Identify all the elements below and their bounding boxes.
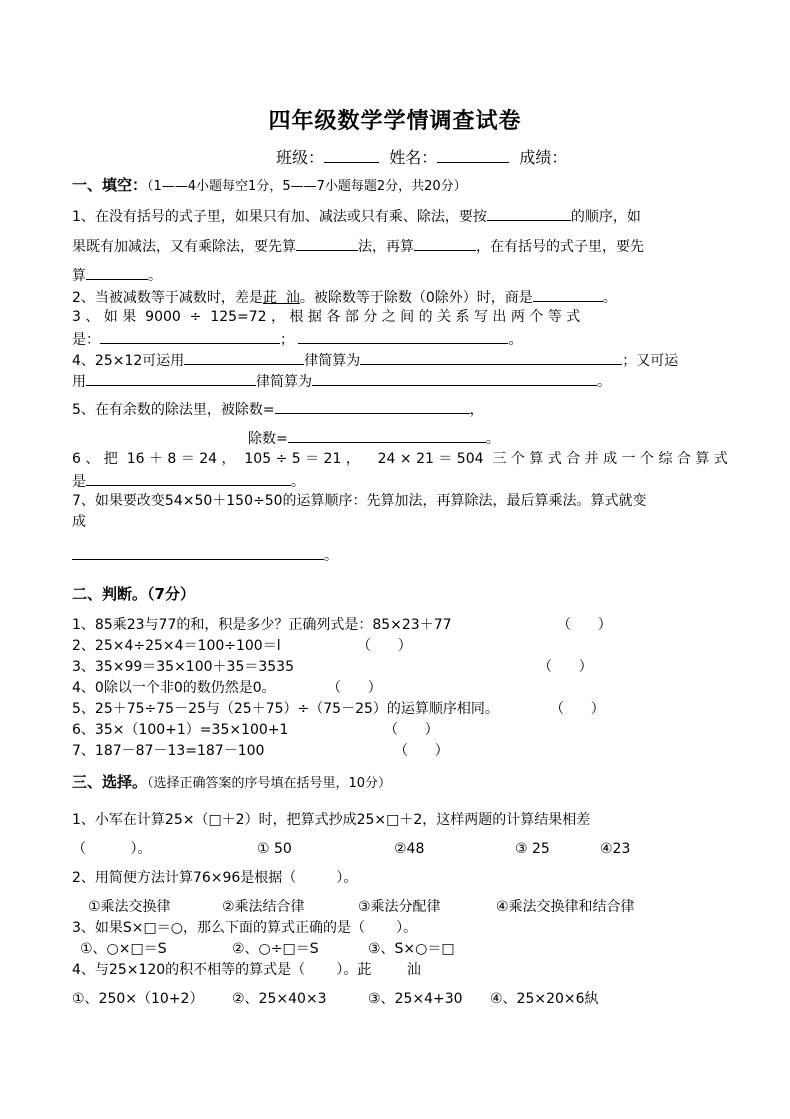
q1-text-g: 。 (148, 268, 162, 284)
q3-blank-2 (298, 328, 508, 344)
option-4: ④23 (600, 841, 631, 857)
choice-q1: 1、小军在计算25×（□＋2）时，把算式抄成25×□＋2，这样两题的计算结果相差 (72, 812, 591, 828)
q4-text-d: 用 (72, 374, 86, 390)
answer-paren: （ ） (327, 680, 382, 696)
section-3-header (72, 772, 391, 794)
q1-text-f: 算 (72, 268, 86, 284)
option-1: ① 50 (257, 841, 292, 857)
judge-item-6 (72, 720, 439, 740)
q7-line-1: 7、如果要改变54×50＋150÷50的运算顺序：先算加法，再算除法，最后算乘法。算式就变 (72, 493, 647, 509)
q5-line-1 (72, 398, 484, 420)
q4-blank-2 (360, 349, 622, 365)
page-title: 四年级数学学情调查试卷 (268, 109, 522, 134)
name-blank (437, 147, 509, 163)
judge-item-3 (72, 657, 593, 677)
answer-paren: （ ） (357, 638, 412, 654)
judge-item-text: 2、25×4÷25×4＝100÷100＝l (72, 638, 281, 654)
q5-blank-2 (288, 427, 486, 443)
option-4: ④乘法交换律和结合律 (496, 899, 635, 915)
choice-q4: 4、与25×120的积不相等的算式是（ ）。茈 汕 (72, 962, 421, 978)
q3-text-end: 。 (508, 332, 523, 348)
q6-text-b: 是 (72, 474, 86, 490)
section-1-heading: 一、填空： (72, 176, 148, 194)
section-3-note: （选择正确答案的序号填在括号里，10分） (147, 776, 392, 791)
choice-q1-options (72, 839, 631, 859)
option-3: ③、S×○＝□ (368, 941, 455, 957)
q7-line-2: 成 (72, 514, 86, 530)
option-2: ②48 (394, 841, 425, 857)
judge-item-4 (72, 678, 382, 698)
q1-text-b: 的顺序，如 (570, 209, 641, 225)
judge-item-2 (72, 636, 412, 656)
option-2: ②乘法结合律 (222, 899, 305, 915)
section-2-header (72, 584, 195, 605)
q4-text-b: 律简算为 (304, 353, 361, 369)
q2-blank (533, 286, 603, 302)
q1-text-e: ，在有括号的式子里，要先 (476, 239, 644, 255)
q5-text-d: 。 (485, 431, 500, 447)
q5-text-c: 除数= (248, 431, 288, 447)
q4-text-a: 4、25×12可运用 (72, 353, 185, 369)
judge-item-1 (72, 615, 612, 635)
q3-blank-1 (100, 328, 280, 344)
q2-line (72, 286, 617, 308)
judge-item-text: 1、85乘23与77的和，积是多少？正确列式是：85×23＋77 (72, 617, 452, 633)
q2-text-a: 2、当被减数等于减数时，差是 (72, 290, 263, 306)
option-3: ③、25×4+30 (368, 991, 463, 1007)
q7-line-3 (72, 544, 338, 566)
q3-line-1: 3 、 如 果 9000 ÷ 125=72 ， 根 据 各 部 分 之 间 的 关 系 写 出 两 个 等 式 (72, 309, 581, 325)
q7-text-c: 。 (324, 548, 338, 564)
judge-item-text: 3、35×99＝35×100＋35＝3535 (72, 659, 294, 675)
q3-separator: ； (280, 332, 294, 348)
student-info-line (276, 145, 567, 168)
q4-text-f: 。 (597, 374, 611, 390)
q1-blank-2 (296, 235, 358, 251)
option-2: ②、25×40×3 (232, 991, 327, 1007)
q3-text-b: 是： (72, 332, 100, 348)
answer-paren: （ ） (394, 743, 449, 759)
q1-text-c: 果既有加减法，又有乘除法，要先算 (72, 239, 296, 255)
q3-line-2 (72, 328, 522, 350)
judge-item-5 (72, 699, 605, 719)
judge-item-text: 5、25＋75÷75－25与（25＋75）÷（75－25）的运算顺序相同。 (72, 701, 499, 717)
option-1: ①、○×□＝S (80, 941, 167, 957)
answer-paren: （ ） (384, 722, 439, 738)
q6-line-2 (72, 470, 305, 492)
q1-line-1 (72, 205, 641, 227)
answer-paren: （ ） (557, 617, 612, 633)
judge-item-7 (72, 741, 449, 761)
q7-blank (72, 544, 324, 560)
judge-item-text: 4、0除以一个非0的数仍然是0。 (72, 680, 276, 696)
name-label: 姓名： (389, 148, 438, 167)
option-3: ③ 25 (515, 841, 550, 857)
q6-blank (86, 470, 291, 486)
q1-line-2 (72, 235, 644, 257)
q1-blank-1 (487, 205, 571, 221)
q5-line-2 (248, 427, 500, 449)
section-1-header (72, 175, 467, 197)
q5-blank-1 (275, 398, 470, 414)
judge-item-text: 6、35×（100+1）=35×100+1 (72, 722, 289, 738)
q1-blank-3 (414, 235, 476, 251)
judge-item-text: 7、187－87－13=187－100 (72, 743, 265, 759)
q2-text-c: 。 (602, 290, 617, 306)
q4-blank-1 (184, 349, 304, 365)
q4-text-e: 律简算为 (256, 374, 312, 390)
option-2: ②、○÷□＝S (232, 941, 319, 957)
class-blank (324, 147, 379, 163)
answer-paren: （ ） (550, 701, 605, 717)
q1-line-3 (72, 264, 162, 286)
q4-line-2 (72, 370, 611, 392)
q4-blank-3 (86, 370, 256, 386)
choice-q3: 3、如果S×□＝○，那么下面的算式正确的是（ ）。 (72, 920, 418, 936)
choice-q2: 2、用简便方法计算76×96是根据（ ）。 (72, 870, 358, 886)
score-label: 成绩： (519, 148, 568, 167)
q4-text-c: ；又可运 (622, 353, 679, 369)
q5-text-a: 5、在有余数的除法里，被除数= (72, 402, 275, 418)
q6-line-1: 6 、 把 16 ＋ 8 ＝ 24 ， 105 ÷ 5 ＝ 21 ， 24 × 21 ＝ 504 三 个 算 式 合 并 成 一 个 综 合 算 式 (72, 451, 728, 467)
q6-text-c: 。 (291, 474, 305, 490)
option-1: ①、250×（10+2） (72, 991, 204, 1007)
section-1-note: （1——4小题每空1分，5——7小题每题2分，共20分） (147, 179, 467, 194)
q1-blank-4 (86, 264, 148, 280)
q4-line-1 (72, 349, 678, 371)
q1-text-d: 法，再算 (358, 239, 414, 255)
option-1: ①乘法交换律 (88, 899, 171, 915)
q2-filled-answer: 茈 汕 (262, 290, 300, 306)
section-2-heading: 二、判断。（7分） (72, 585, 195, 603)
q2-text-b: 。被除数等于除数（0除外）时，商是 (299, 290, 533, 306)
class-label: 班级： (276, 148, 325, 167)
option-3: ③乘法分配律 (358, 899, 441, 915)
q4-blank-4 (312, 370, 597, 386)
q5-text-b: ， (469, 402, 484, 418)
section-3-heading: 三、选择。 (72, 773, 148, 791)
answer-paren: （ ）。 (72, 841, 152, 857)
answer-paren: （ ） (538, 659, 593, 675)
option-4: ④、25×20×6紈 (490, 991, 599, 1007)
q1-text-a: 1、在没有括号的式子里，如果只有加、减法或只有乘、除法，要按 (72, 209, 487, 225)
